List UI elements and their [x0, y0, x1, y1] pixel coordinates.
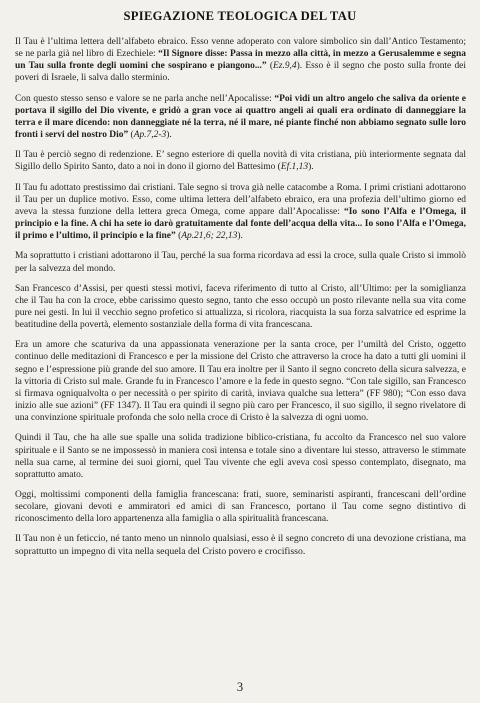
quote-apocalisse-7: “Poi vidi un altro angelo che saliva da oriente e portava il sigillo del Dio vivente, e gridò a gran voce ai quattro angeli ai quali era ordinato di danneggiare la terra e il mare dicendo: non danneggiate né la terra, né il mare, né piante finché non abbiamo segnato sulle loro fronti i servi del nostro Dio” — [15, 93, 466, 141]
paragraph-8: Quindi il Tau, che ha alle sue spalle una solida tradizione biblico-cristiana, fu accolto da Francesco nel suo valore spirituale e il Santo se ne impossessò in maniera così intensa e totale sino a diventare lui stesso, attraverso le stimmate nella sua carne, al termine dei suoi giorni, quel Tau vivente che egli aveva così spesso contemplato, disegnato, ma soprattutto amato. — [15, 433, 466, 480]
paragraph-10: Il Tau non è un feticcio, né tanto meno un ninnolo qualsiasi, esso è il segno concreto di una devozione cristiana, ma soprattutto un impegno di vita nella sequela del Cristo povero e crocifisso. — [15, 533, 466, 557]
ref-ezechiele: Ez.9,4 — [273, 61, 297, 72]
paragraph-1: Il Tau è l’ultima lettera dell’alfabeto ebraico. Esso venne adoperato con valore simbolico sin dall’Antico Testamento; se ne parla già nel libro di Ezechiele: “Il Signore disse: Passa in mezzo alla città, in mezzo a Gerusalemme e segna un Tau sulla fronte degli uomini che sospirano e piangono...” (Ez.9,4). Esso è il segno che posto sulla fronte dei poveri di Israele, li salva dallo sterminio. — [15, 37, 466, 84]
paragraph-2: Con questo stesso senso e valore se ne parla anche nell’Apocalisse: “Poi vidi un altro angelo che saliva da oriente e portava il sigillo del Dio vivente, e gridò a gran voce ai quattro angeli ai quali era ordinato di danneggiare la terra e il mare dicendo: non danneggiate né la terra, né il mare, né piante finché non abbiamo segnato sulle loro fronti i servi del nostro Dio” (Ap.7,2-3). — [15, 93, 466, 141]
ref-apocalisse-7: Ap.7,2-3 — [133, 130, 167, 141]
paragraph-6: San Francesco d’Assisi, per questi stessi motivi, faceva riferimento di tutto al Cristo, all’Ultimo: per la somiglianza che il Tau ha con la croce, ebbe carissimo questo segno, tanto che esso occupò un posto rilevante nella sua vita come pure nei gesti. In lui il vecchio segno profetico si attualizza, si ricolora, riacquista la sua forza salvatrice ed esprime la beatitudine della povertà, elemento sostanziale della forma di vita francescana. — [15, 283, 466, 331]
page-number: 3 — [236, 680, 244, 694]
quote-apocalisse-21: “Io sono l’Alfa e l’Omega, il principio e la fine. A chi ha sete io darò gratuitamente dal fonte dell’acqua della vita... Io sono l’Alfa e l’Omega, il primo e l’ultimo, il principio e la fine” — [15, 206, 466, 242]
document-body — [15, 36, 466, 566]
paragraph-9: Oggi, moltissimi componenti della famiglia francescana: frati, suore, seminaristi aspiranti, francescani dell’ordine secolare, giovani devoti e ammiratori ed amici di san Francesco, portano il Tau come segno distintivo di riconoscimento della loro appartenenza alla famiglia o alla spiritualità francescana. — [15, 490, 466, 525]
paragraph-3: Il Tau è perciò segno di redenzione. E’ segno esteriore di quella novità di vita cristiana, più interiormente segnata dal Sigillo dello Spirito Santo, dato a noi in dono il giorno del Battesimo (Ef.1,13). — [15, 150, 466, 173]
ref-efesini: Ef.1,13 — [280, 162, 309, 173]
page-title: SPIEGAZIONE TEOLOGICA DEL TAU — [123, 9, 357, 23]
paragraph-5: Ma soprattutto i cristiani adottarono il Tau, perché la sua forma ricordava ad essi la croce, sulla quale Cristo si immolò per la salvezza del mondo. — [15, 251, 466, 274]
quote-ezechiele: “Il Signore disse: Passa in mezzo alla città, in mezzo a Gerusalemme e segna un Tau sulla fronte degli uomini che sospirano e piangono...” — [15, 49, 466, 72]
paragraph-7: Era un amore che scaturiva da una appassionata venerazione per la santa croce, per l’umiltà del Cristo, oggetto continuo delle meditazioni di Francesco e per la missione del Cristo che attraverso la croce ha dato a tutti gli uomini il segno e l’espressione più grande del suo amore. Il Tau era inoltre per il Santo il segno concreto della sicura salvezza, e la vittoria di Cristo sul male. Grande fu in Francesco l’amore e la fede in questo segno. “Con tale sigillo, san Francesco si firmava ogniqualvolta o per necessità o per spirito di carità, inviava qualche sua lettera” (FF 980); “Con esso dava inizio alle sue azioni” (FF 1347). Il Tau era quindi il segno più caro per Francesco, il suo sigillo, il segno rivelatore di una convinzione spirituale profonda che solo nella croce di Cristo è la salvezza di ogni uomo. — [15, 340, 466, 424]
ref-apocalisse-21: Ap.21,6; 22,13 — [181, 231, 238, 242]
paragraph-4: Il Tau fu adottato prestissimo dai cristiani. Tale segno si trova già nelle catacombe a Roma. I primi cristiani adottarono il Tau per un duplice motivo. Esso, come ultima lettera dell’alfabeto ebraico, era una profezia dell’ultimo giorno ed aveva la stessa funzione della lettera greca Omega, come appare dall’Apocalisse: “Io sono l’Alfa e l’Omega, il principio e la fine. A chi ha sete io darò gratuitamente dal fonte dell’acqua della vita... Io sono l’Alfa e l’Omega, il primo e l’ultimo, il principio e la fine” (Ap.21,6; 22,13). — [15, 182, 466, 242]
